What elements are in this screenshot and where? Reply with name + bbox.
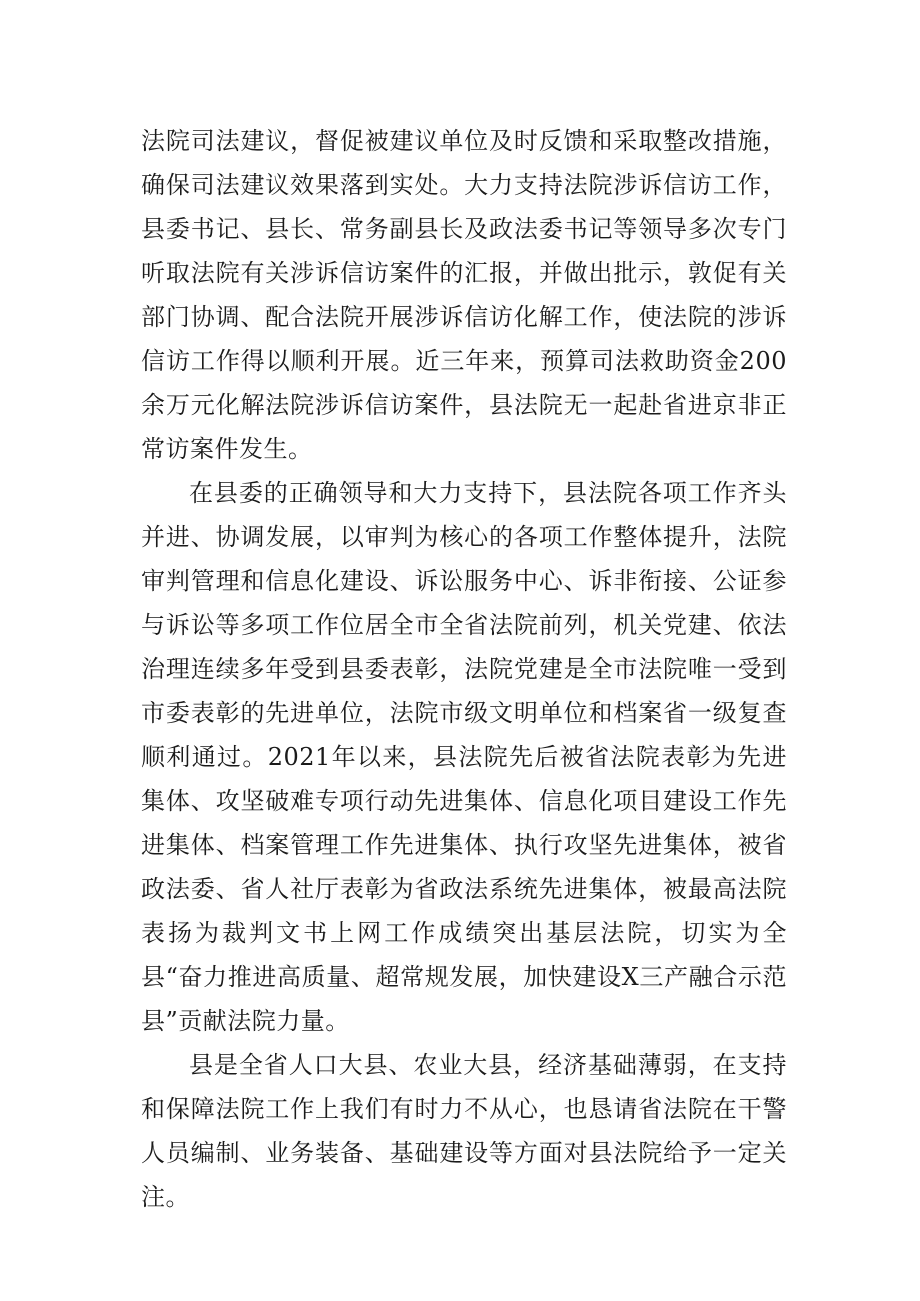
document-body <box>141 119 787 1219</box>
paragraph-court-achievements: 在县委的正确领导和大力支持下，县法院各项工作齐头并进、协调发展，以审判为核心的各项工作整体提升，法院审判管理和信息化建设、诉讼服务中心、诉非衔接、公证参与诉讼等多项工作位居全市全省法院前列，机关党建、依法治理连续多年受到县委表彰，法院党建是全市法院唯一受到市委表彰的先进单位，法院市级文明单位和档案省一级复查顺利通过。2021年以来，县法院先后被省法院表彰为先进集体、攻坚破难专项行动先进集体、信息化项目建设工作先进集体、档案管理工作先进集体、执行攻坚先进集体，被省政法委、省人社厅表彰为省政法系统先进集体，被最高法院表扬为裁判文书上网工作成绩突出基层法院，切实为全县“奋力推进高质量、超常规发展，加快建设X三产融合示范县”贡献法院力量。 <box>141 479 787 1035</box>
paragraph-request-support: 县是全省人口大县、农业大县，经济基础薄弱，在支持和保障法院工作上我们有时力不从心，也恳请省法院在干警人员编制、业务装备、基础建设等方面对县法院给予一定关注。 <box>141 1051 787 1211</box>
paragraph-continued: 法院司法建议，督促被建议单位及时反馈和采取整改措施，确保司法建议效果落到实处。大力支持法院涉诉信访工作，县委书记、县长、常务副县长及政法委书记等领导多次专门听取法院有关涉诉信访案件的汇报，并做出批示，敦促有关部门协调、配合法院开展涉诉信访化解工作，使法院的涉诉信访工作得以顺利开展。近三年来，预算司法救助资金200余万元化解法院涉诉信访案件，县法院无一起赴省进京非正常访案件发生。 <box>141 127 787 463</box>
